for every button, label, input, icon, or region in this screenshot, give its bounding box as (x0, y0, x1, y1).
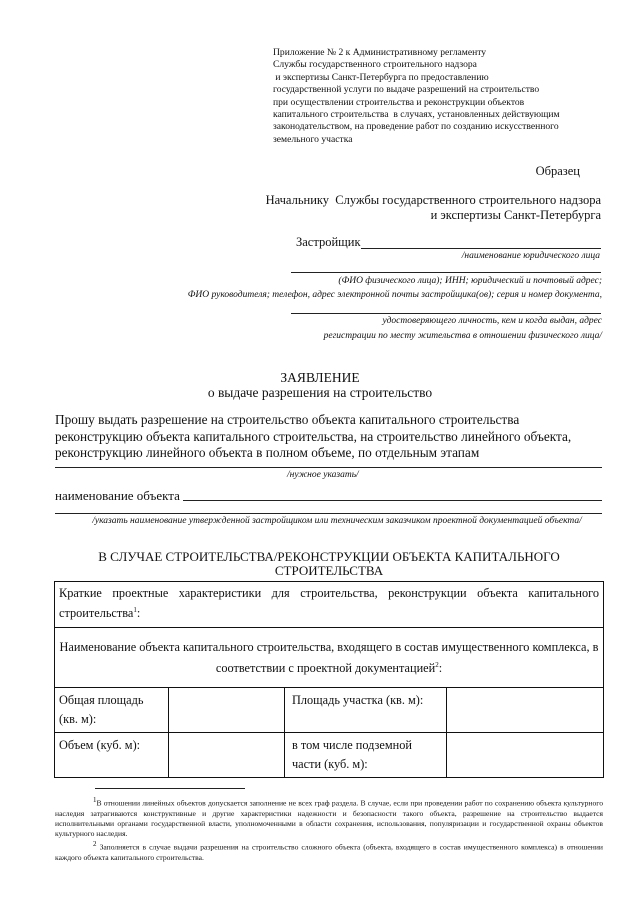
developer-line2[interactable] (291, 272, 601, 273)
developer-label: Застройщик (296, 235, 361, 249)
section-heading: В СЛУЧАЕ СТРОИТЕЛЬСТВА/РЕКОНСТРУКЦИИ ОБЪЕКТА КАПИТАЛЬНОГО СТРОИТЕЛЬСТВА (98, 549, 560, 578)
appendix-line: Службы государственного строительного надзора (273, 59, 477, 71)
addressee-line1: Начальнику Службы государственного строительного надзора (265, 193, 601, 207)
volume-value[interactable] (169, 733, 285, 778)
footnote-1: $^1$В отношении линейных объектов допускается заполнение не всех граф раздела. В случае, если при проведении работ по сохранению объекта культурного наследия затрагиваются конструктивные и другие характеристики надежности и безопасности такого объекта, разрешение на строительство выдается исполнительными органами государственной власти, уполномоченными в области сохранения, использования, популяризации и государственной охраны объектов культурного наследия. (55, 796, 603, 839)
appendix-line: законодательством, на проведение работ по созданию искусственного (273, 121, 559, 133)
addressee (220, 193, 601, 223)
request-text: Прошу выдать разрешение на строительство объекта капитального строительства реконструкцию объекта капитального строительства, на строительство линейного объекта, реконструкцию линейного объекта в полном объеме, по отдельным этапам (55, 412, 572, 460)
total-area-label: Общая площадь (кв. м): (55, 688, 169, 733)
hint-object: /указать наименование утвержденной застройщиком или техническим заказчиком проектной документацией объекта/ (92, 516, 582, 526)
total-area-value[interactable] (169, 688, 285, 733)
appendix-line: Приложение № 2 к Административному регламенту (273, 47, 487, 58)
appendix-line: земельного участка (273, 133, 353, 145)
brief-characteristics-cell: Краткие проектные характеристики для строительства, реконструкции объекта капитального строительства$^1$: (55, 582, 604, 628)
footnote-2: $^2$ Заполняется в случае выдачи разрешения на строительство сложного объекта (объекта, входящего в состав имущественного комплекса) в отношении каждого объекта капитального строительства. (55, 840, 603, 862)
appendix-line: при осуществлении строительства и реконструкции объектов (273, 96, 525, 108)
footnote-divider (95, 788, 245, 789)
characteristics-table (54, 581, 604, 778)
plot-area-label: Площадь участка (кв. м): (285, 688, 447, 733)
underground-label: в том числе подземной части (куб. м): (285, 733, 447, 778)
developer-hint2: (ФИО физического лица); ИНН; юридический и почтовый адрес; (338, 276, 602, 286)
appendix-line: и экспертизы Санкт-Петербурга по предоставлению (273, 71, 489, 83)
volume-label: Объем (куб. м): (55, 733, 169, 778)
developer-hint3: ФИО руководителя; телефон, адрес электронной почты застройщика(ов); серия и номер документа, (187, 290, 602, 300)
developer-hint4: удостоверяющего личность, кем и когда выдан, адрес (382, 316, 602, 326)
title-main: ЗАЯВЛЕНИЕ (280, 370, 360, 385)
title-sub: о выдаче разрешения на строительство (207, 385, 433, 400)
object-name-line[interactable] (183, 500, 602, 501)
developer-line3[interactable] (291, 313, 601, 314)
document-title (0, 370, 640, 400)
developer-input-line[interactable] (361, 248, 601, 249)
hint-specify: /нужное указать/ (287, 470, 359, 480)
object-name-cell: Наименование объекта капитального строительства, входящего в состав имущественного комплекса, в соответствии с проектной документацией$^2$: (55, 628, 604, 688)
developer-hint1: /наименование юридического лица (461, 251, 600, 261)
appendix-line: государственной услуги по выдаче разрешений на строительство (273, 84, 540, 96)
specify-line[interactable] (55, 467, 602, 468)
object-name-line2[interactable] (55, 513, 602, 514)
addressee-line2: и экспертизы Санкт-Петербурга (430, 208, 601, 222)
appendix-header (273, 47, 560, 146)
appendix-line: капитального строительства в случаях, установленных действующим (273, 109, 560, 121)
plot-area-value[interactable] (447, 688, 604, 733)
sample-label: Образец (535, 164, 580, 178)
underground-value[interactable] (447, 733, 604, 778)
object-name-label: наименование объекта (55, 488, 180, 503)
developer-hint5: регистрации по месту жительства в отношении физического лица/ (323, 331, 602, 341)
